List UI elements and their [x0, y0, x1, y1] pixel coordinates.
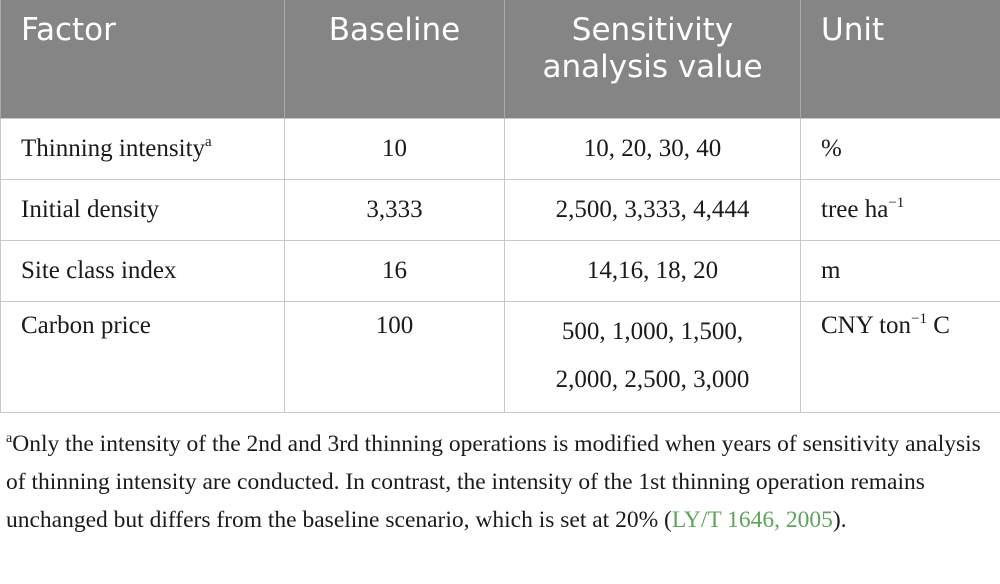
- cell-baseline: 16: [285, 240, 505, 301]
- cell-unit: %: [801, 118, 1000, 179]
- footnote-marker: a: [6, 431, 13, 446]
- footnote-marker: a: [205, 133, 212, 150]
- header-sensitivity-line1: Sensitivity: [571, 12, 734, 48]
- table-row: [1, 118, 1000, 179]
- header-baseline: Baseline: [285, 0, 505, 118]
- unit-exponent: −1: [911, 310, 928, 327]
- cell-sensitivity: 2,500, 3,333, 4,444: [505, 179, 801, 240]
- unit-text: CNY ton: [821, 311, 912, 339]
- sensitivity-line1: 500, 1,000, 1,500,: [561, 317, 744, 345]
- cell-baseline: 3,333: [285, 179, 505, 240]
- cell-sensitivity: 14,16, 18, 20: [505, 240, 801, 301]
- reference-link[interactable]: LY/T 1646, 2005: [671, 507, 833, 533]
- cell-sensitivity: 10, 20, 30, 40: [505, 118, 801, 179]
- header-sensitivity-line2: analysis value: [542, 49, 763, 85]
- cell-baseline: 100: [285, 301, 505, 412]
- unit-exponent: −1: [888, 194, 905, 211]
- table-header: [1, 0, 1000, 118]
- header-sensitivity: [505, 0, 801, 118]
- unit-suffix: C: [927, 311, 950, 339]
- cell-unit: [801, 301, 1000, 412]
- cell-factor: [1, 118, 285, 179]
- factor-text: Thinning intensity: [21, 134, 206, 162]
- unit-text: tree ha: [821, 195, 889, 223]
- table-row: [1, 240, 1000, 301]
- cell-sensitivity: [505, 301, 801, 412]
- footnote-text: Only the intensity of the 2nd and 3rd thinning operations is modified when years of sensitivity analysis of thinning intensity are conducted. In contrast, the intensity of the 1st thinning operation remains unchanged but differs from the baseline scenario, which is set at 20% (: [6, 431, 981, 533]
- cell-factor: Site class index: [1, 240, 285, 301]
- cell-unit: m: [801, 240, 1000, 301]
- table-footnote: [6, 425, 994, 539]
- table-row: [1, 179, 1000, 240]
- header-unit: Unit: [801, 0, 1000, 118]
- cell-factor: Carbon price: [1, 301, 285, 412]
- table-row: [1, 301, 1000, 412]
- footnote-text-end: ).: [832, 507, 847, 533]
- cell-unit: [801, 179, 1000, 240]
- cell-factor: Initial density: [1, 179, 285, 240]
- sensitivity-line2: 2,000, 2,500, 3,000: [555, 365, 750, 393]
- cell-baseline: 10: [285, 118, 505, 179]
- header-factor: Factor: [1, 0, 285, 118]
